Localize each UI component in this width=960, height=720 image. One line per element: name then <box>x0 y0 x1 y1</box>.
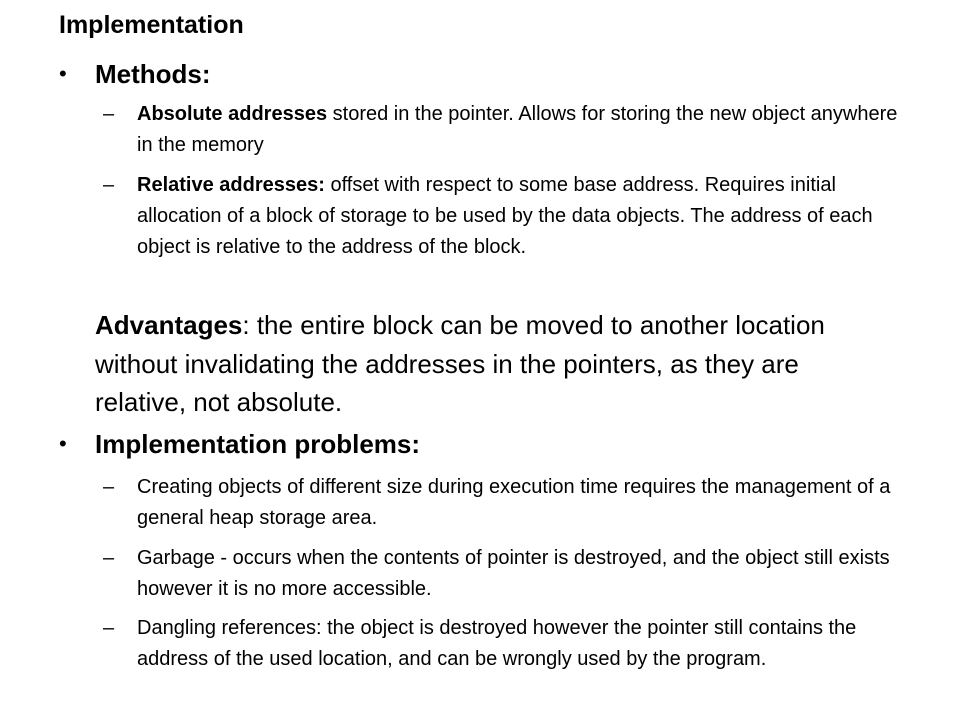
bullet-dot: • <box>59 431 67 456</box>
advantages-text: : the entire block can be moved to another location without invalidating the addresses in the pointers, as they are relative, not absolute. <box>95 310 825 417</box>
dash-marker: – <box>103 174 115 196</box>
problem-item-text: Dangling references: the object is destroyed however the pointer still contains the address of the used location, and can be wrongly used by the program. <box>137 617 857 670</box>
bullet-methods <box>59 57 879 91</box>
sub-item-text <box>137 99 903 161</box>
dash-marker: – <box>103 617 115 639</box>
problem-item-dangling-references <box>103 613 903 675</box>
dash-marker: – <box>103 103 115 125</box>
slide-heading: Implementation <box>59 11 244 39</box>
term-absolute-addresses: Absolute addresses <box>137 103 328 125</box>
problems-title: Implementation problems: <box>95 429 421 459</box>
dash-marker: – <box>103 476 115 498</box>
sub-item-text <box>137 170 903 263</box>
methods-title: Methods: <box>95 59 211 89</box>
bullet-implementation-problems <box>59 427 879 461</box>
bullet-dot: • <box>59 61 67 86</box>
advantages-paragraph <box>95 306 885 422</box>
problem-item-heap <box>103 472 903 534</box>
problem-item-text: Creating objects of different size during execution time requires the management of a general heap storage area. <box>137 476 891 529</box>
sub-item-relative-addresses <box>103 170 903 263</box>
definition-absolute-addresses: stored in the pointer. Allows for storing the new object anywhere in the memory <box>137 103 898 156</box>
sub-item-absolute-addresses <box>103 99 903 161</box>
term-relative-addresses: Relative addresses: <box>137 174 325 196</box>
problem-item-text: Garbage - occurs when the contents of pointer is destroyed, and the object still exists however it is no more accessible. <box>137 547 890 600</box>
advantages-term: Advantages <box>95 310 243 340</box>
definition-relative-addresses: offset with respect to some base address. Requires initial allocation of a block of storage to be used by the data objects. The address of each object is relative to the address of the block. <box>137 174 873 258</box>
problem-item-garbage <box>103 543 903 605</box>
dash-marker: – <box>103 547 115 569</box>
